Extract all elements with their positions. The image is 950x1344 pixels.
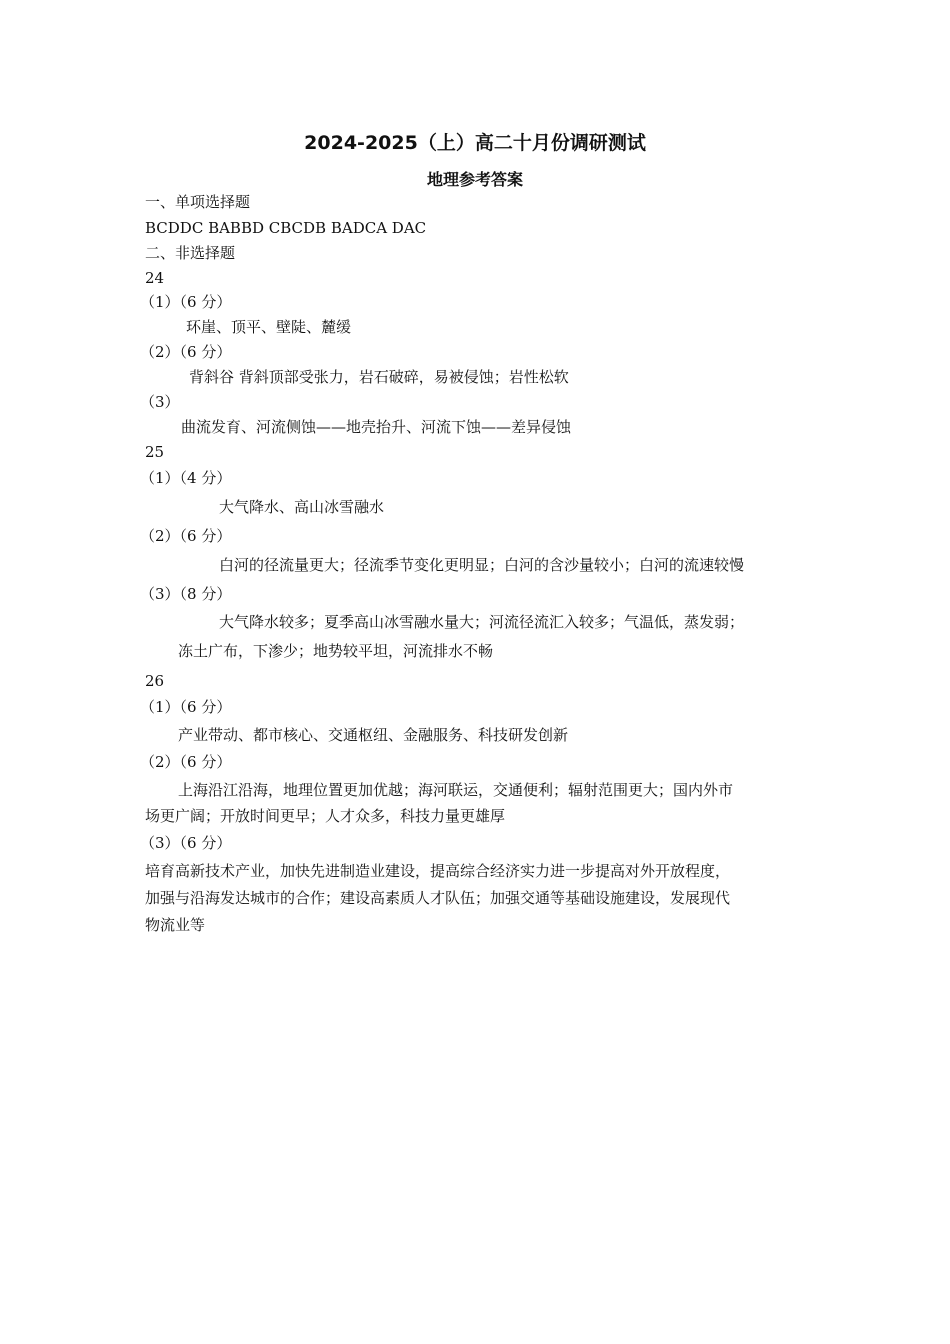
q24-p3-answer: 曲流发育、河流侧蚀——地壳抬升、河流下蚀——差异侵蚀 <box>181 418 572 436</box>
q25-p2-answer: 白河的径流量更大；径流季节变化更明显；白河的含沙量较小；白河的流速较慢 <box>219 556 745 574</box>
q25-p1-answer: 大气降水、高山冰雪融水 <box>219 498 385 516</box>
q24-p2-label: （2）（6 分） <box>140 343 232 361</box>
q26-p3-answer-line2: 加强与沿海发达城市的合作；建设高素质人才队伍；加强交通等基础设施建设，发展现代 <box>145 889 731 907</box>
q26-p1-label: （1）（6 分） <box>140 698 232 716</box>
q25-p1-label: （1）（4 分） <box>140 469 232 487</box>
section1-heading: 一、单项选择题 <box>145 193 251 211</box>
q26-p3-answer-line1: 培育高新技术产业，加快先进制造业建设，提高综合经济实力进一步提高对外开放程度， <box>145 862 731 880</box>
q25-p2-label: （2）（6 分） <box>140 527 232 545</box>
section2-heading: 二、非选择题 <box>145 244 236 262</box>
q26-p2-label: （2）（6 分） <box>140 753 232 771</box>
q26-p3-label: （3）（6 分） <box>140 834 232 852</box>
q26-p2-answer-line1: 上海沿江沿海，地理位置更加优越；海河联运，交通便利；辐射范围更大；国内外市 <box>178 781 734 799</box>
q26-p2-answer-line2: 场更广阔；开放时间更早；人才众多，科技力量更雄厚 <box>145 807 506 825</box>
choice-answers: BCDDC BABBD CBCDB BADCA DAC <box>145 219 427 237</box>
q25-p3-answer-line1: 大气降水较多；夏季高山冰雪融水量大；河流径流汇入较多；气温低，蒸发弱； <box>219 613 745 631</box>
q25-p3-label: （3）（8 分） <box>140 585 232 603</box>
q24-p1-label: （1）（6 分） <box>140 293 232 311</box>
q26-p3-answer-line3: 物流业等 <box>145 916 206 934</box>
q25-p3-answer-line2: 冻土广布，下渗少；地势较平坦，河流排水不畅 <box>178 642 494 660</box>
page-title: 2024-2025（上）高二十月份调研测试 <box>304 132 646 154</box>
q24-p2-answer: 背斜谷 背斜顶部受张力，岩石破碎，易被侵蚀；岩性松软 <box>189 368 569 386</box>
q26-number: 26 <box>145 672 165 690</box>
q24-p3-label: （3） <box>140 393 180 411</box>
q24-p1-answer: 环崖、顶平、壁陡、麓缓 <box>186 318 352 336</box>
page-subtitle: 地理参考答案 <box>426 170 523 189</box>
q24-number: 24 <box>145 269 165 287</box>
q25-number: 25 <box>145 443 165 461</box>
q26-p1-answer: 产业带动、都市核心、交通枢纽、金融服务、科技研发创新 <box>178 726 569 744</box>
